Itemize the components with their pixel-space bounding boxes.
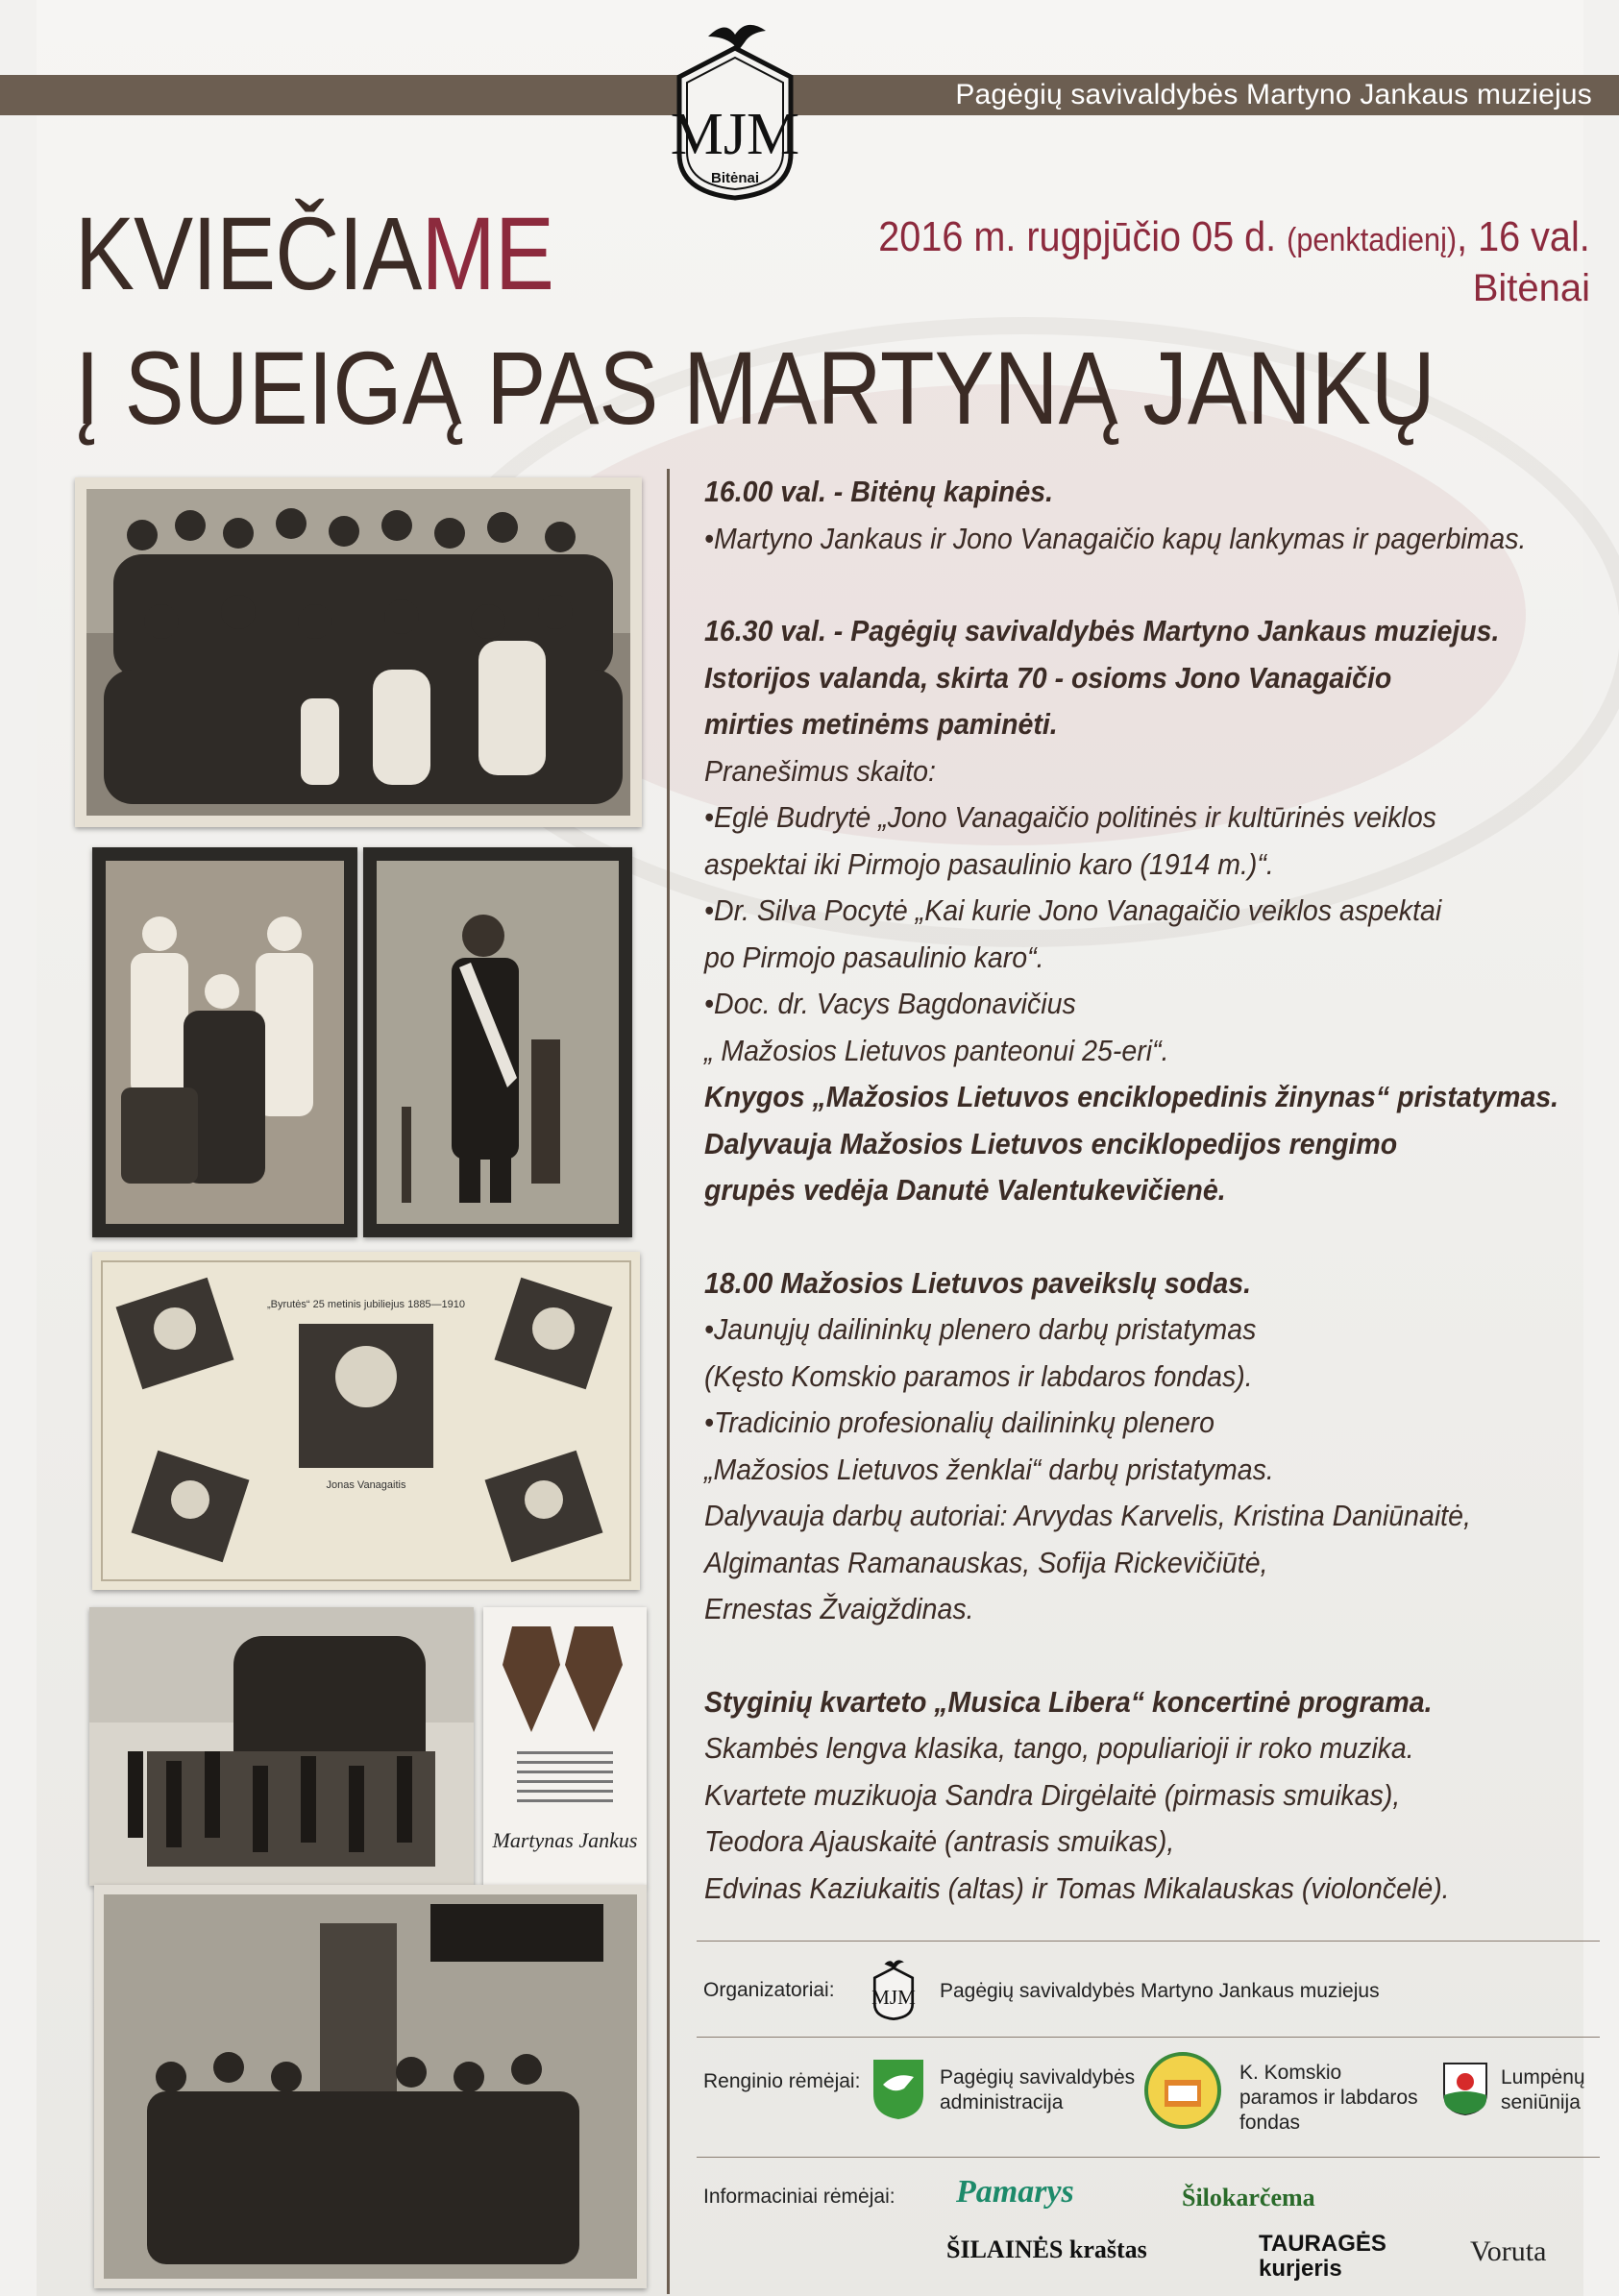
title-part1: KVIEČIA xyxy=(75,195,422,311)
program-line: „ Mažosios Lietuvos panteonui 25-eri“. xyxy=(704,1033,1169,1067)
program-line: 18.00 Mažosios Lietuvos paveikslų sodas. xyxy=(704,1265,1252,1300)
program-line: •Jaunųjų dailininkų plenero darbų pristatymas xyxy=(704,1312,1257,1346)
sponsor-divider-3 xyxy=(697,2157,1600,2158)
sponsor1-line1: Pagėgių savivaldybės xyxy=(940,2066,1136,2088)
sponsor3-line2: seniūnija xyxy=(1501,2091,1581,2113)
program-line: •Martyno Jankaus ir Jono Vanagaičio kapų lankymas ir pagerbimas. xyxy=(704,521,1527,555)
postcard-title: „Byrutės“ 25 metinis jubiliejus 1885—1910 xyxy=(266,1299,466,1310)
logo-place: Bitėnai xyxy=(710,170,760,186)
sponsor2-name xyxy=(1239,2061,1418,2136)
program-line: Ernestas Žvaigždinas. xyxy=(704,1592,974,1625)
program-line: •Doc. dr. Vacys Bagdonavičius xyxy=(704,987,1076,1020)
event-weekday: (penktadienį) xyxy=(1287,222,1458,258)
program-line: •Tradicinio profesionalių dailininkų plenero xyxy=(704,1405,1215,1439)
organizers-name: Pagėgių savivaldybės Martyno Jankaus muziejus xyxy=(940,1980,1380,2002)
museum-logo-small xyxy=(870,1955,918,2020)
title-line2: Į SUEIGĄ PAS MARTYNĄ JANKŲ xyxy=(75,330,1435,446)
program-line: po Pirmojo pasaulinio karo“. xyxy=(704,940,1044,974)
program-line: grupės vedėja Danutė Valentukevičienė. xyxy=(704,1173,1226,1207)
header-bar xyxy=(0,75,1619,115)
media-silaines-krastas: ŠILAINĖS kraštas xyxy=(946,2235,1147,2263)
media-silokarcema: Šilokarčema xyxy=(1182,2184,1315,2211)
sponsor2-line3: fondas xyxy=(1239,2112,1301,2134)
man-portrait-photo xyxy=(363,847,632,1237)
sponsor2-line2: paramos ir labdaros xyxy=(1239,2087,1418,2109)
program-line: Dalyvauja Mažosios Lietuvos enciklopedijos rengimo xyxy=(704,1126,1398,1160)
media-pamarys: Pamarys xyxy=(956,2174,1074,2210)
program-line: aspektai iki Pirmojo pasaulinio karo (1914 m.)“. xyxy=(704,846,1274,881)
media-taurages-kurjeris: TAURAGĖS kurjeris xyxy=(1259,2231,1386,2282)
sponsor-divider-1 xyxy=(697,1941,1600,1942)
sponsor1-name xyxy=(940,2065,1135,2115)
info-sponsors-label: Informaciniai rėmėjai: xyxy=(703,2186,895,2208)
train-station-photo xyxy=(89,1607,474,1886)
program-line: Pranešimus skaito: xyxy=(704,753,936,788)
postcard-center-caption: Jonas Vanagaitis xyxy=(326,1479,406,1491)
program-line: Algimantas Ramanauskas, Sofija Rickevičiūtė, xyxy=(704,1545,1268,1579)
program-gap xyxy=(704,1214,1527,1260)
program-text xyxy=(704,469,1559,1912)
program-gap xyxy=(704,1633,1527,1679)
jubilee-postcard xyxy=(92,1252,640,1590)
sponsor3-line1: Lumpėnų xyxy=(1501,2066,1585,2088)
program-line: Knygos „Mažosios Lietuvos enciklopedinis žinynas“ pristatymas. xyxy=(704,1080,1559,1113)
event-sponsors-label: Renginio rėmėjai: xyxy=(703,2070,861,2092)
media-voruta: Voruta xyxy=(1470,2235,1547,2267)
program-line: Styginių kvarteto „Musica Libera“ koncertinė programa. xyxy=(704,1684,1433,1719)
sponsors-section xyxy=(673,1926,1619,2296)
program-line: Istorijos valanda, skirta 70 - osioms Jono Vanagaičio xyxy=(704,660,1392,695)
medal-signature-photo xyxy=(483,1607,647,1886)
program-line: Edvinas Kaziukaitis (altas) ir Tomas Mikalauskas (violončelė). xyxy=(704,1870,1450,1905)
sponsor1-line2: administracija xyxy=(940,2091,1064,2113)
museum-name: Pagėgių savivaldybės Martyno Jankaus muziejus xyxy=(955,79,1592,110)
program-line: Dalyvauja darbų autoriai: Arvydas Karvelis, Kristina Daniūnaitė, xyxy=(704,1499,1471,1532)
program-line: „Mažosios Lietuvos ženklai“ darbų pristatymas. xyxy=(704,1452,1274,1486)
event-date: 2016 m. rugpjūčio 05 d. xyxy=(878,213,1277,260)
women-portrait-photo xyxy=(92,847,357,1237)
small-logo-letters: MJM xyxy=(871,1986,916,2009)
bird-icon xyxy=(708,25,766,50)
monument-crowd-photo xyxy=(94,1885,647,2288)
komskis-fund-logo-icon xyxy=(1143,2051,1222,2130)
pagegiai-coat-of-arms-icon xyxy=(870,2056,927,2121)
event-place: Bitėnai xyxy=(1472,267,1590,309)
program-line: •Dr. Silva Pocytė „Kai kurie Jono Vanagaičio veiklos aspektai xyxy=(704,893,1442,927)
sponsor2-line1: K. Komskio xyxy=(1239,2062,1342,2084)
program-gap xyxy=(704,562,1527,608)
column-divider xyxy=(667,469,670,2294)
group-photo xyxy=(75,477,642,827)
program-line: 16.00 val. - Bitėnų kapinės. xyxy=(704,475,1053,508)
program-line: (Kęsto Komskio paramos ir labdaros fondas). xyxy=(704,1358,1253,1393)
program-line: 16.30 val. - Pagėgių savivaldybės Martyno Jankaus muziejus. xyxy=(704,614,1500,647)
sponsor3-name xyxy=(1501,2065,1585,2115)
event-date-line xyxy=(879,213,1590,261)
title-line1 xyxy=(75,195,554,311)
museum-logo xyxy=(668,10,802,202)
program-line: •Eglė Budrytė „Jono Vanagaičio politinės ir kultūrinės veiklos xyxy=(704,800,1436,834)
program-line: mirties metinėms paminėti. xyxy=(704,707,1058,741)
program-line: Kvartete muzikuoja Sandra Dirgėlaitė (pirmasis smuikas), xyxy=(704,1777,1401,1812)
signature: Martynas Jankus xyxy=(492,1828,638,1852)
event-time: , 16 val. xyxy=(1457,213,1590,260)
program-line: Teodora Ajauskaitė (antrasis smuikas), xyxy=(704,1824,1175,1858)
lumpenai-coat-of-arms-icon xyxy=(1441,2061,1489,2116)
organizers-label: Organizatoriai: xyxy=(703,1979,835,2001)
program-line: Skambės lengva klasika, tango, populiarioji ir roko muzika. xyxy=(704,1731,1414,1765)
sponsor-divider-2 xyxy=(697,2037,1600,2038)
title-accent: ME xyxy=(421,195,554,311)
logo-letters: MJM xyxy=(670,102,800,167)
